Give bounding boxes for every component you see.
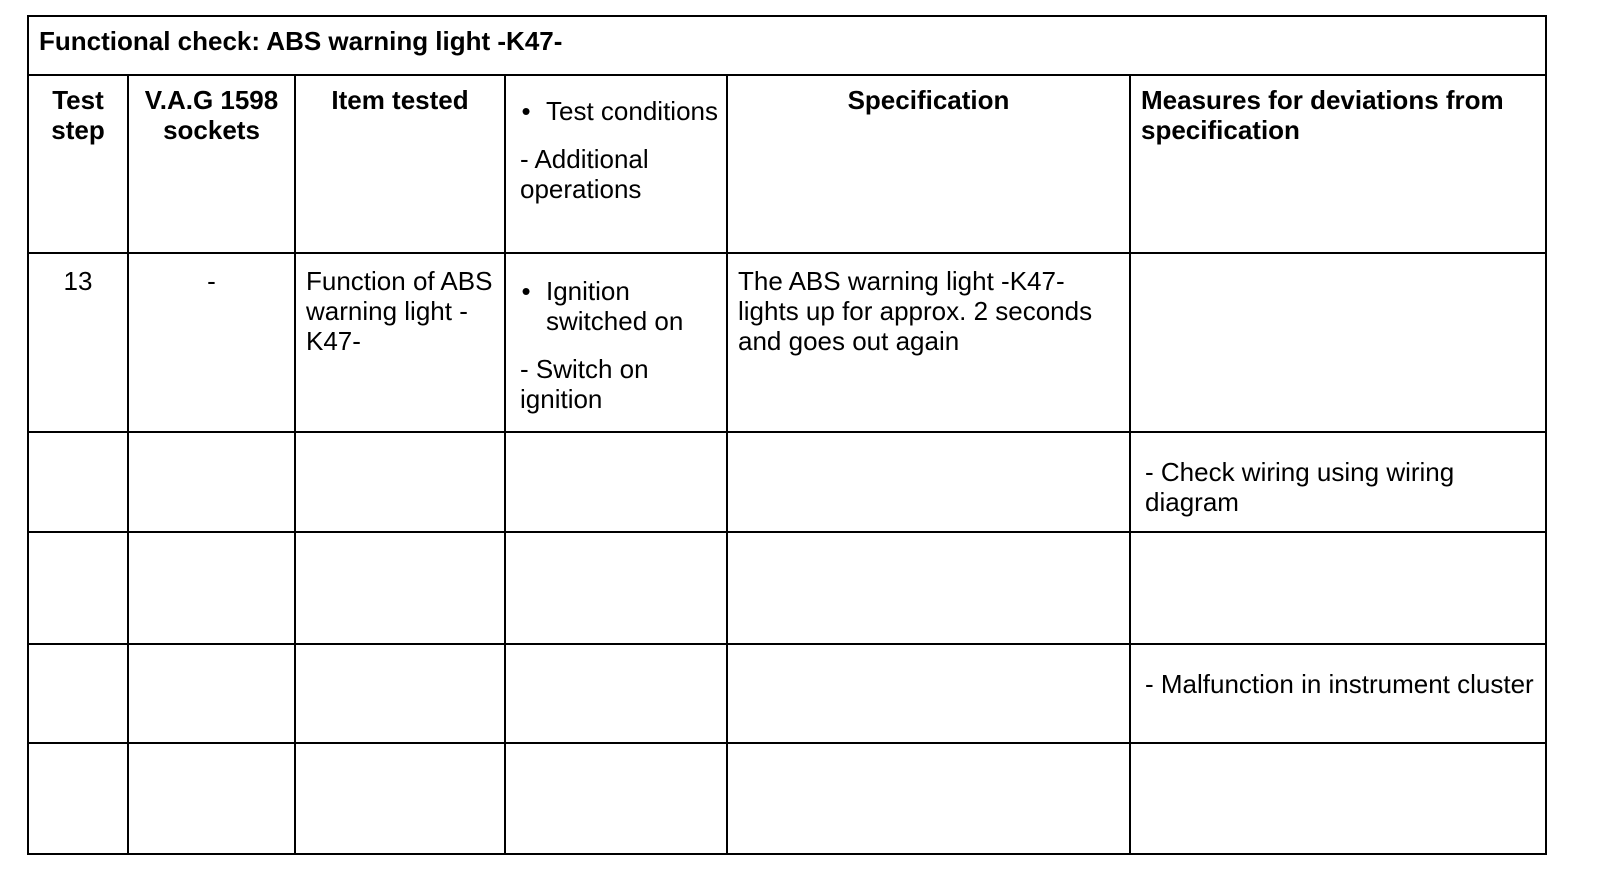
empty-cell: [28, 743, 128, 854]
operation-text: - Switch on ignition: [520, 354, 649, 415]
measure-instrument-cluster: - Malfunction in instrument cluster: [1130, 644, 1546, 744]
empty-cell: [505, 532, 727, 644]
empty-cell: [727, 432, 1130, 532]
functional-check-table: [27, 15, 1547, 855]
conditions-value: [505, 253, 727, 432]
empty-cell: [295, 644, 505, 744]
empty-cell: [295, 743, 505, 854]
table-title: Functional check: ABS warning light -K47-: [28, 16, 1546, 75]
measure-check-wiring: - Check wiring using wiring diagram: [1130, 432, 1546, 532]
empty-cell: [128, 532, 295, 644]
empty-cell: [28, 432, 128, 532]
header-sockets: V.A.G 1598 sockets: [128, 75, 295, 253]
header-item-tested: Item tested: [295, 75, 505, 253]
table-row: [28, 743, 1546, 854]
empty-cell: [128, 743, 295, 854]
bullet-icon: •: [521, 96, 531, 127]
empty-cell: [128, 432, 295, 532]
empty-cell: [1130, 743, 1546, 854]
empty-cell: [295, 532, 505, 644]
table-row: [28, 432, 1546, 532]
empty-cell: [28, 644, 128, 744]
measures-empty: [1130, 253, 1546, 432]
empty-cell: [727, 743, 1130, 854]
specification-value: The ABS warning light -K47- lights up for approx. 2 seconds and goes out again: [727, 253, 1130, 432]
empty-cell: [28, 532, 128, 644]
header-operations-label: - Additional operations: [520, 144, 649, 205]
test-step-value: 13: [28, 253, 128, 432]
header-specification: Specification: [727, 75, 1130, 253]
empty-cell: [727, 532, 1130, 644]
condition-text: Ignition switched on: [546, 276, 684, 337]
header-test-conditions: [505, 75, 727, 253]
header-conditions-label: Test conditions: [546, 96, 718, 127]
empty-cell: [505, 743, 727, 854]
empty-cell: [128, 644, 295, 744]
table-row: [28, 532, 1546, 644]
bullet-icon: •: [521, 276, 531, 307]
empty-cell: [295, 432, 505, 532]
title-row: [28, 16, 1546, 75]
header-measures: Measures for deviations from specification: [1130, 75, 1546, 253]
table-row: [28, 253, 1546, 432]
header-row: [28, 75, 1546, 253]
empty-cell: [1130, 532, 1546, 644]
item-tested-value: Function of ABS warning light -K47-: [295, 253, 505, 432]
empty-cell: [727, 644, 1130, 744]
empty-cell: [505, 644, 727, 744]
table-row: [28, 644, 1546, 744]
empty-cell: [505, 432, 727, 532]
header-test-step: Test step: [28, 75, 128, 253]
sockets-value: -: [128, 253, 295, 432]
